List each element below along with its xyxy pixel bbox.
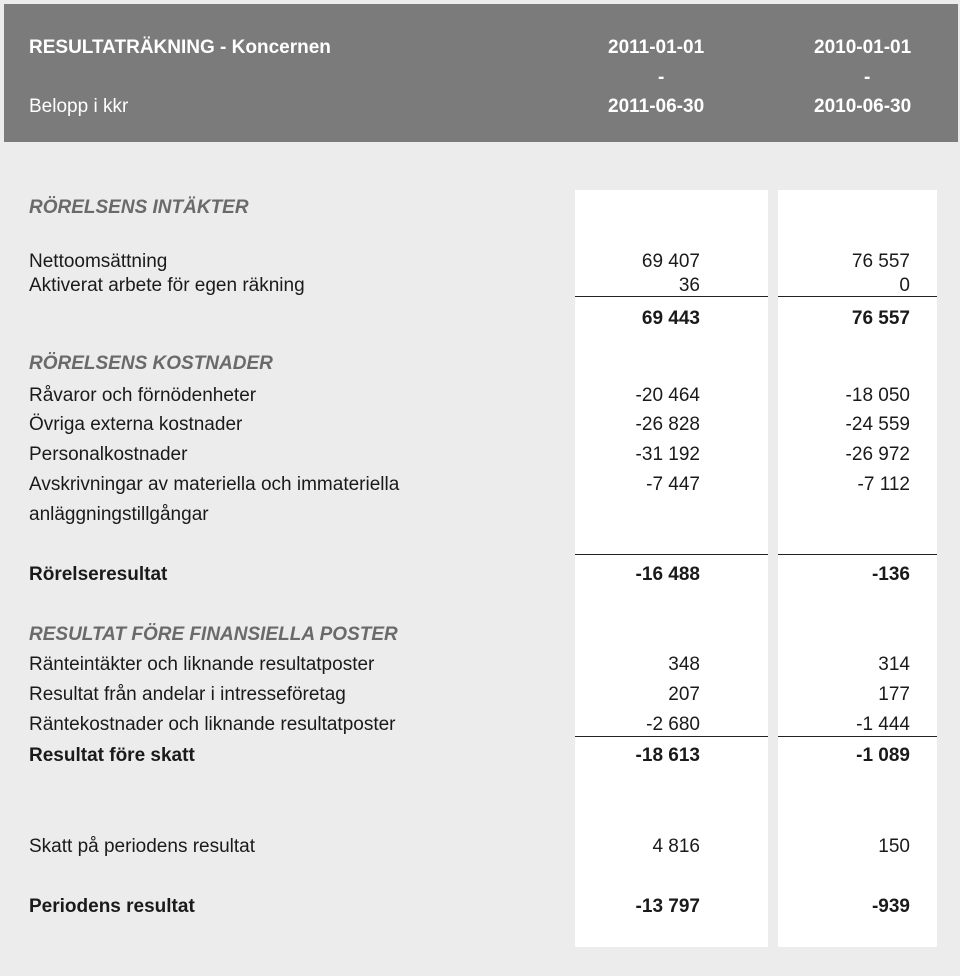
row-value-personal-2010: -26 972 bbox=[845, 444, 910, 465]
row-label-ranteintakter: Ränteintäkter och liknande resultatposter bbox=[29, 654, 375, 675]
fore-skatt-rule-2010 bbox=[778, 736, 937, 737]
col1-period-dash: - bbox=[658, 67, 665, 88]
row-label-periodens: Periodens resultat bbox=[29, 896, 195, 917]
row-value-ravaror-2011: -20 464 bbox=[635, 385, 700, 406]
row-value-personal-2011: -31 192 bbox=[635, 444, 700, 465]
row-label-andelar: Resultat från andelar i intresseföretag bbox=[29, 684, 346, 705]
row-value-aktiverat-2011: 36 bbox=[678, 275, 700, 296]
column-2-background bbox=[778, 190, 937, 947]
row-label-avskrivningar-cont: anläggningstillgångar bbox=[29, 504, 209, 525]
row-label-rantekostnader: Räntekostnader och liknande resultatposter bbox=[29, 714, 396, 735]
row-value-fore-skatt-2011: -18 613 bbox=[635, 745, 700, 766]
row-label-ovriga: Övriga externa kostnader bbox=[29, 414, 243, 435]
row-value-ranteintakter-2010: 314 bbox=[878, 654, 910, 675]
row-value-summa-intakter-2011: 69 443 bbox=[641, 308, 700, 329]
fore-skatt-rule-2011 bbox=[575, 736, 768, 737]
row-value-rantekostnader-2010: -1 444 bbox=[856, 714, 910, 735]
section-heading-kostnader: RÖRELSENS KOSTNADER bbox=[29, 353, 273, 374]
row-value-nettoomsattning-2010: 76 557 bbox=[851, 251, 910, 272]
row-value-rorelseresultat-2010: -136 bbox=[871, 564, 910, 585]
row-value-ravaror-2010: -18 050 bbox=[845, 385, 910, 406]
row-value-avskrivningar-2010: -7 112 bbox=[857, 474, 910, 495]
row-value-nettoomsattning-2011: 69 407 bbox=[641, 251, 700, 272]
table-header bbox=[4, 4, 958, 142]
row-label-ravaror: Råvaror och förnödenheter bbox=[29, 385, 257, 406]
row-value-andelar-2010: 177 bbox=[878, 684, 910, 705]
col1-period-from: 2011-01-01 bbox=[608, 37, 705, 58]
row-label-skatt: Skatt på periodens resultat bbox=[29, 836, 256, 857]
row-label-avskrivningar: Avskrivningar av materiella och immateriella bbox=[29, 474, 400, 495]
col2-period-from: 2010-01-01 bbox=[814, 37, 912, 58]
row-value-andelar-2011: 207 bbox=[668, 684, 700, 705]
row-value-aktiverat-2010: 0 bbox=[899, 275, 910, 296]
subtotal-rule-2010 bbox=[778, 296, 937, 297]
row-value-rorelseresultat-2011: -16 488 bbox=[635, 564, 700, 585]
subtotal-rule-2011 bbox=[575, 296, 768, 297]
section-heading-finansiella: RESULTAT FÖRE FINANSIELLA POSTER bbox=[29, 624, 398, 645]
rorelseresultat-rule-2010 bbox=[778, 554, 937, 555]
row-value-ovriga-2011: -26 828 bbox=[635, 414, 700, 435]
row-value-avskrivningar-2011: -7 447 bbox=[646, 474, 700, 495]
rorelseresultat-rule-2011 bbox=[575, 554, 768, 555]
row-value-rantekostnader-2011: -2 680 bbox=[646, 714, 700, 735]
row-label-rorelseresultat: Rörelseresultat bbox=[29, 564, 168, 585]
row-value-skatt-2010: 150 bbox=[878, 836, 910, 857]
row-label-aktiverat: Aktiverat arbete för egen räkning bbox=[29, 275, 305, 296]
col2-period-to: 2010-06-30 bbox=[814, 96, 912, 117]
row-label-personal: Personalkostnader bbox=[29, 444, 188, 465]
col2-period-dash: - bbox=[864, 67, 871, 88]
col1-period-to: 2011-06-30 bbox=[608, 96, 705, 117]
row-label-fore-skatt: Resultat före skatt bbox=[29, 745, 195, 766]
currency-unit-label: Belopp i kkr bbox=[29, 96, 129, 117]
row-value-fore-skatt-2010: -1 089 bbox=[856, 745, 910, 766]
row-label-nettoomsattning: Nettoomsättning bbox=[29, 251, 168, 272]
row-value-ranteintakter-2011: 348 bbox=[668, 654, 700, 675]
section-heading-intakter: RÖRELSENS INTÄKTER bbox=[29, 197, 249, 218]
row-value-periodens-2011: -13 797 bbox=[635, 896, 700, 917]
row-value-summa-intakter-2010: 76 557 bbox=[851, 308, 910, 329]
row-value-skatt-2011: 4 816 bbox=[652, 836, 700, 857]
row-value-periodens-2010: -939 bbox=[871, 896, 910, 917]
statement-title: RESULTATRÄKNING - Koncernen bbox=[29, 37, 331, 58]
row-value-ovriga-2010: -24 559 bbox=[845, 414, 910, 435]
